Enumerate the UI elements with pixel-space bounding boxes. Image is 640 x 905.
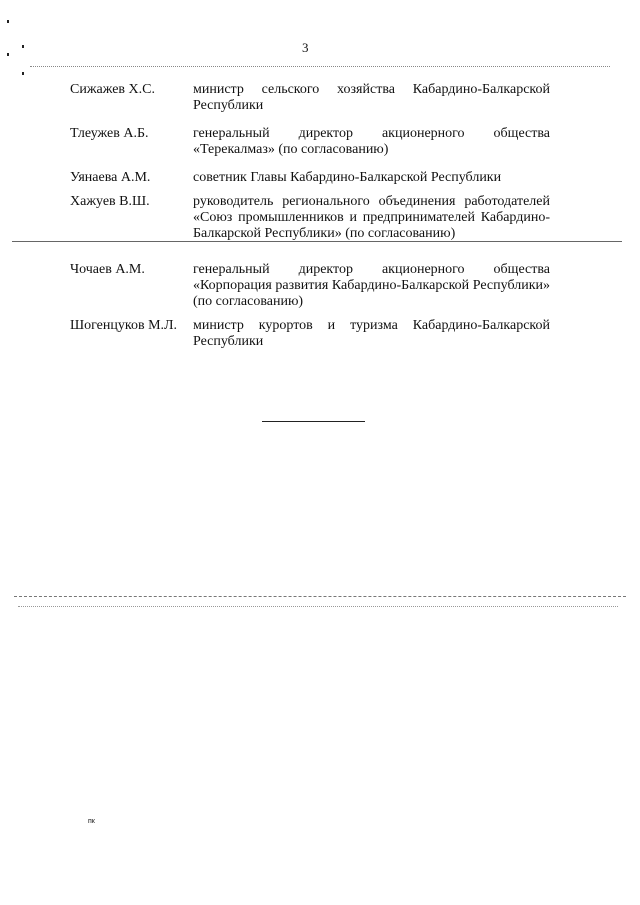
member-name: Уянаева А.М. <box>70 170 151 185</box>
member-position: министр сельского хозяйства Кабардино-Балкарской Республики <box>193 82 550 113</box>
scan-speck <box>7 53 9 56</box>
scan-speck <box>22 72 24 75</box>
page-number: 3 <box>302 40 309 55</box>
scan-line <box>30 66 610 67</box>
member-name: Хажуев В.Ш. <box>70 194 150 209</box>
scan-line <box>14 596 626 597</box>
member-position: министр курортов и туризма Кабардино-Балкарской Республики <box>193 318 550 349</box>
footer-mark: пк <box>88 818 95 825</box>
member-name: Шогенцуков М.Л. <box>70 318 178 333</box>
scan-speck <box>7 20 9 23</box>
scan-speck <box>22 45 24 48</box>
member-name: Чочаев А.М. <box>70 262 145 277</box>
member-position: руководитель регионального объединения работодателей «Союз промышленников и предпринимателей Кабардино-Балкарской Республики» (по согласованию) <box>193 194 550 241</box>
closing-separator <box>262 421 365 422</box>
member-position: советник Главы Кабардино-Балкарской Республики <box>193 170 502 185</box>
member-name: Сижажев Х.С. <box>70 82 155 97</box>
member-position: генеральный директор акционерного общества «Корпорация развития Кабардино-Балкарской Республики» (по согласованию) <box>193 262 550 309</box>
member-position: генеральный директор акционерного общества «Терекалмаз» (по согласованию) <box>193 126 550 157</box>
scan-line <box>18 606 618 607</box>
scan-line <box>12 241 622 242</box>
member-name: Тлеужев А.Б. <box>70 126 149 141</box>
